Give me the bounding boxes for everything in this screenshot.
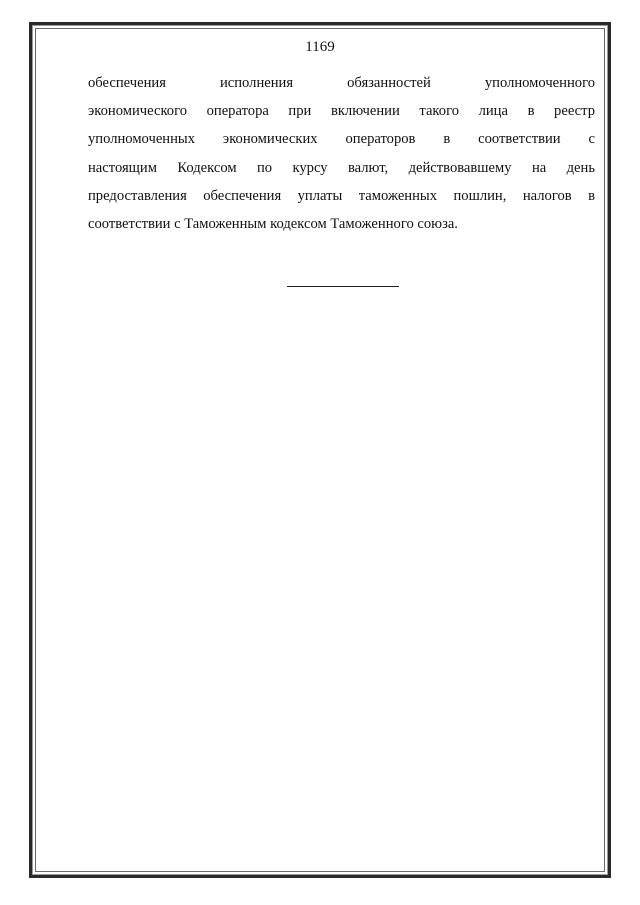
text-line: настоящим Кодексом по курсу валют, действовавшему на день (88, 159, 595, 176)
body-paragraph (88, 69, 595, 238)
page-number: 1169 (305, 39, 335, 55)
text-line: экономического оператора при включении такого лица в реестр (88, 103, 595, 120)
text-line: предоставления обеспечения уплаты таможенных пошлин, налогов в (88, 187, 595, 204)
text-line: обеспечения исполнения обязанностей уполномоченного (88, 75, 595, 91)
text-line: соответствии с Таможенным кодексом Таможенного союза. (88, 215, 458, 232)
text-line: уполномоченных экономических операторов в соответствии с (88, 131, 595, 148)
end-of-section-rule (287, 286, 399, 287)
